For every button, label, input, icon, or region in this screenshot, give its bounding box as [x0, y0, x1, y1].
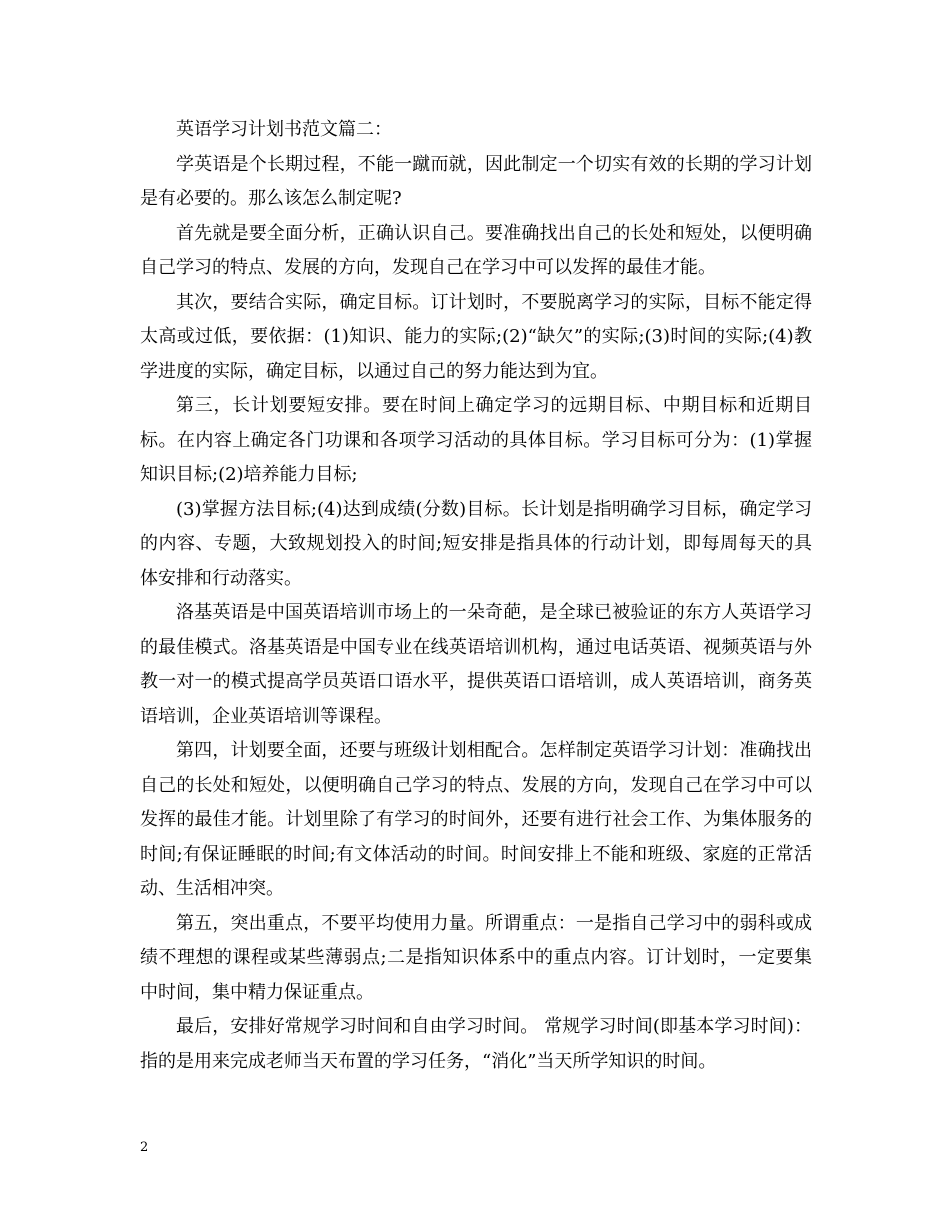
body-paragraph-third-continued: (3)掌握方法目标;(4)达到成绩(分数)目标。长计划是指明确学习目标，确定学习的内容、专题，大致规划投入的时间;短安排是指具体的行动计划，即每周每天的具体安排和行动落实。 — [140, 498, 812, 589]
body-paragraph-third: 第三，长计划要短安排。要在时间上确定学习的远期目标、中期目标和近期目标。在内容上确定各门功课和各项学习活动的具体目标。学习目标可分为：(1)掌握知识目标;(2)培养能力目标; — [140, 395, 812, 485]
body-paragraph-fourth: 第四，计划要全面，还要与班级计划相配合。怎样制定英语学习计划：准确找出自己的长处和短处，以便明确自己学习的特点、发展的方向，发现自己在学习中可以发挥的最佳才能。计划里除了有学习的时间外，还要有进行社会工作、为集体服务的时间;有保证睡眠的时间;有文体活动的时间。时间安排上不能和班级、家庭的正常活动、生活相冲突。 — [140, 740, 812, 899]
document-body — [140, 113, 812, 1079]
body-paragraph-last: 最后，安排好常规学习时间和自由学习时间。 常规学习时间(即基本学习时间)：指的是用来完成老师当天布置的学习任务，“消化”当天所学知识的时间。 — [140, 1016, 812, 1072]
body-paragraph-first: 首先就是要全面分析，正确认识自己。要准确找出自己的长处和短处，以便明确自己学习的特点、发展的方向，发现自己在学习中可以发挥的最佳才能。 — [140, 222, 812, 278]
body-paragraph-second: 其次，要结合实际，确定目标。订计划时，不要脱离学习的实际，目标不能定得太高或过低，要依据：(1)知识、能力的实际;(2)“缺欠”的实际;(3)时间的实际;(4)教学进度的实际，确定目标，以通过自己的努力能达到为宜。 — [140, 291, 812, 382]
heading-paragraph: 英语学习计划书范文篇二： — [176, 119, 392, 140]
body-paragraph-fifth: 第五，突出重点，不要平均使用力量。所谓重点：一是指自己学习中的弱科或成绩不理想的课程或某些薄弱点;二是指知识体系中的重点内容。订计划时，一定要集中时间，集中精力保证重点。 — [140, 912, 812, 1003]
body-paragraph-intro: 学英语是个长期过程，不能一蹴而就，因此制定一个切实有效的长期的学习计划是有必要的。那么该怎么制定呢? — [140, 153, 812, 209]
page-number: 2 — [140, 1140, 149, 1155]
body-paragraph-ad: 洛基英语是中国英语培训市场上的一朵奇葩，是全球已被验证的东方人英语学习的最佳模式。洛基英语是中国专业在线英语培训机构，通过电话英语、视频英语与外教一对一的模式提高学员英语口语水平，提供英语口语培训，成人英语培训，商务英语培训，企业英语培训等课程。 — [140, 602, 812, 727]
